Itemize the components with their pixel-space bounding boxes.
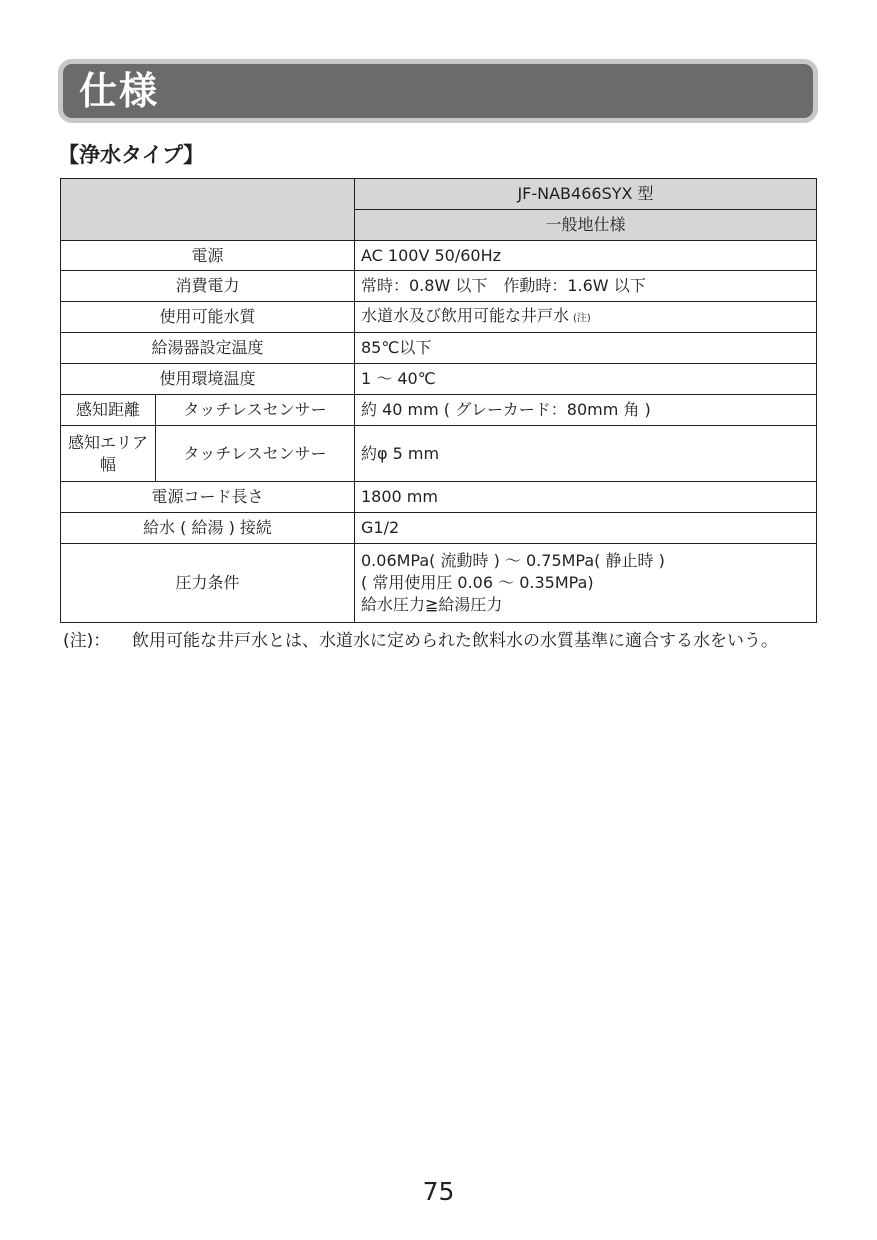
row-value: 約 40 mm ( グレーカード：80mm 角 ) — [355, 395, 817, 426]
row-label: 使用可能水質 — [61, 302, 355, 333]
row-value: 約φ 5 mm — [355, 426, 817, 482]
row-value: 常時：0.8W 以下 作動時：1.6W 以下 — [355, 271, 817, 302]
pressure-line: 0.06MPa( 流動時 ) ～ 0.75MPa( 静止時 ) — [361, 551, 665, 570]
table-row — [61, 302, 817, 333]
footnote-text: 飲用可能な井戸水とは、水道水に定められた飲料水の水質基準に適合する水をいう。 — [132, 631, 778, 651]
title-bar — [58, 59, 818, 123]
row-value: 1 ～ 40℃ — [355, 364, 817, 395]
header-empty-cell — [61, 179, 355, 241]
row-label: 圧力条件 — [61, 544, 355, 623]
table-row — [61, 544, 817, 623]
row-label: 電源コード長さ — [61, 482, 355, 513]
table-row — [61, 426, 817, 482]
row-label: 電源 — [61, 241, 355, 271]
row-sublabel: タッチレスセンサー — [156, 426, 355, 482]
header-row — [61, 179, 817, 210]
row-label: 給水 ( 給湯 ) 接続 — [61, 513, 355, 544]
table-row — [61, 395, 817, 426]
row-label: 給湯器設定温度 — [61, 333, 355, 364]
row-label: 感知エリア幅 — [61, 426, 156, 482]
row-sublabel: タッチレスセンサー — [156, 395, 355, 426]
spec-table — [60, 178, 817, 623]
row-value: 85℃以下 — [355, 333, 817, 364]
row-value: G1/2 — [355, 513, 817, 544]
table-row — [61, 271, 817, 302]
page-number: 75 — [422, 1177, 455, 1206]
row-label: 使用環境温度 — [61, 364, 355, 395]
row-label: 感知距離 — [61, 395, 156, 426]
model-name: JF-NAB466SYX 型 — [355, 179, 817, 210]
footnote-mark: (注)： — [63, 631, 111, 651]
model-variant: 一般地仕様 — [355, 210, 817, 241]
note-marker: (注) — [573, 312, 591, 324]
row-value: AC 100V 50/60Hz — [355, 241, 817, 271]
table-row — [61, 513, 817, 544]
row-label: 消費電力 — [61, 271, 355, 302]
pressure-line: ( 常用使用圧 0.06 ～ 0.35MPa) — [361, 573, 594, 592]
pressure-line: 給水圧力≧給湯圧力 — [361, 595, 503, 614]
table-row — [61, 241, 817, 271]
row-value-cell — [355, 302, 817, 333]
table-row — [61, 364, 817, 395]
section-heading: 【浄水タイプ】 — [58, 143, 205, 167]
table-row — [61, 333, 817, 364]
footnote — [63, 629, 817, 654]
table-row — [61, 482, 817, 513]
row-value: 水道水及び飲用可能な井戸水 — [361, 305, 570, 325]
row-value: 1800 mm — [355, 482, 817, 513]
row-value-multiline — [355, 544, 817, 623]
page-title: 仕様 — [79, 69, 160, 113]
